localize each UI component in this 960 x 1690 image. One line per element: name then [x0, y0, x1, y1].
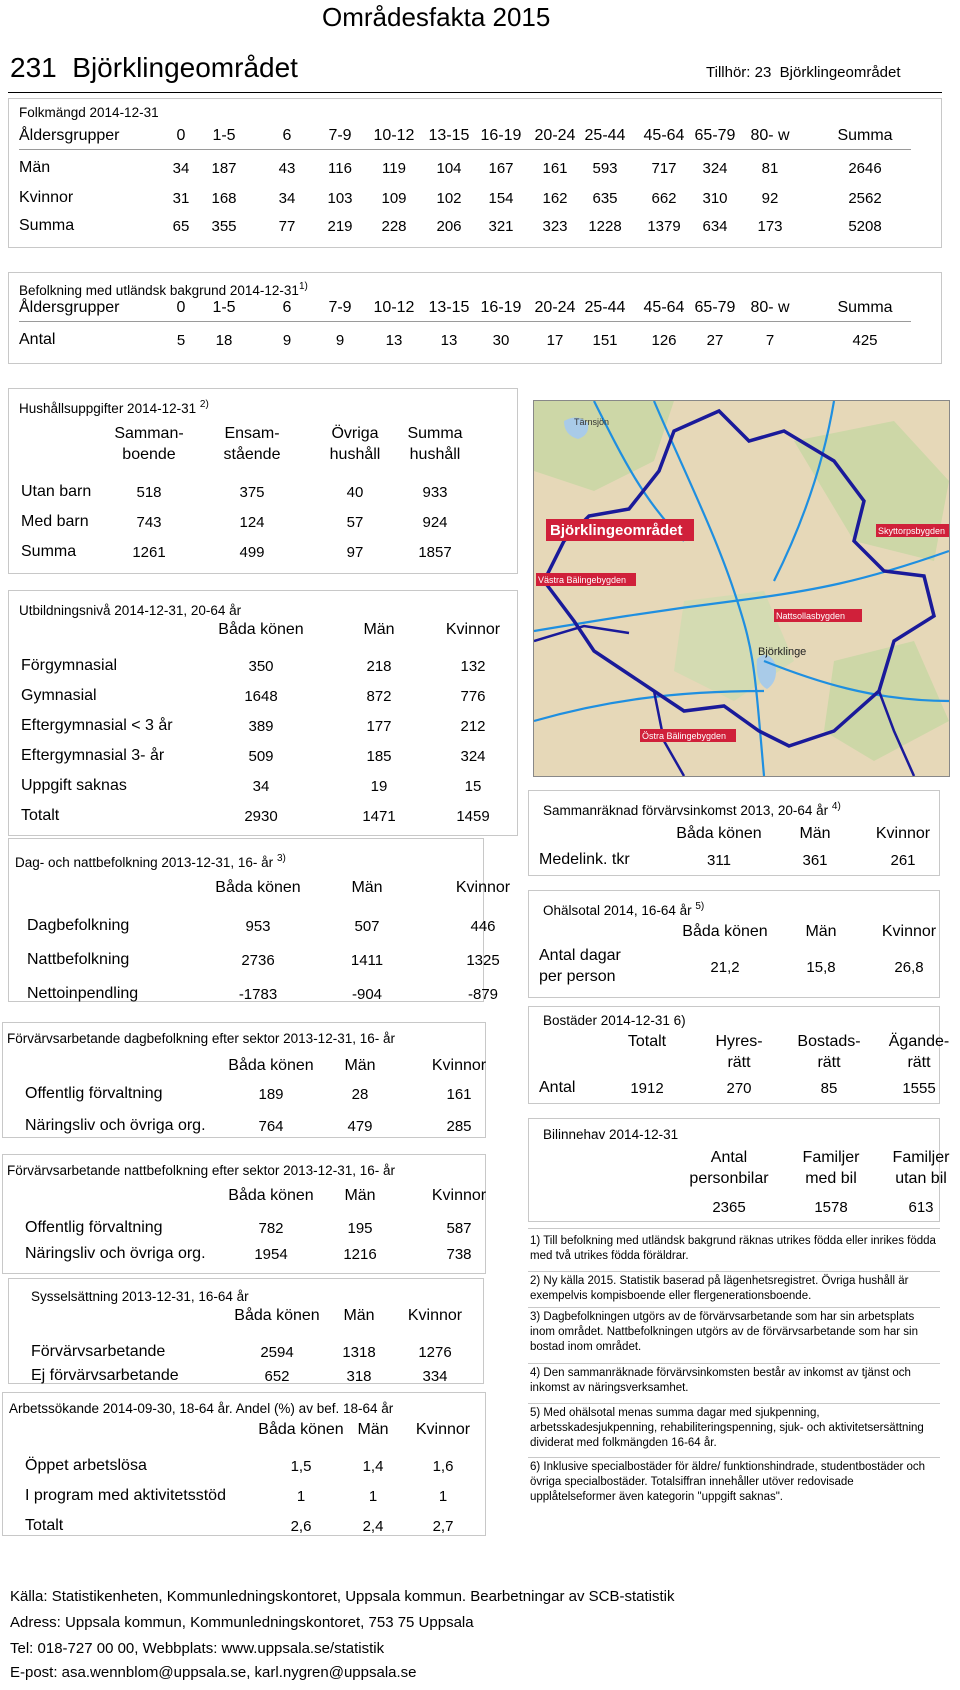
table-cell: 15,8	[806, 959, 836, 976]
table-cell: -904	[351, 986, 383, 1003]
sickness-row-label: Antal dagar per person	[539, 947, 621, 985]
column-header: Kvinnor	[431, 1057, 487, 1074]
table-cell: 635	[592, 190, 618, 207]
table-cell: 872	[366, 688, 392, 705]
sickness-title	[543, 901, 704, 918]
table-cell: 195	[347, 1220, 373, 1237]
daynight-title-text: Dag- och nattbefolkning 2013-12-31, 16- år	[15, 855, 274, 870]
education-box	[8, 590, 518, 836]
column-header: Kvinnor	[445, 621, 501, 638]
row-label: Totalt	[21, 807, 60, 824]
table-cell: 7	[765, 332, 775, 349]
column-header: Båda könen	[215, 879, 301, 896]
column-header: Kvinnor	[415, 1421, 471, 1438]
table-cell: 318	[346, 1368, 372, 1385]
table-cell: 162	[542, 190, 568, 207]
table-cell: 126	[651, 332, 677, 349]
header-rule	[8, 92, 942, 93]
table-cell: 228	[381, 218, 407, 235]
row-label: Summa	[21, 543, 77, 560]
row-label: Eftergymnasial < 3 år	[21, 717, 173, 734]
row-label: Öppet arbetslösa	[25, 1457, 147, 1474]
note-mark: 5)	[695, 901, 705, 912]
table-cell: 13	[385, 332, 403, 349]
table-cell: 1459	[456, 808, 490, 825]
belongs-to: Tillhör: 23 Björklingeområdet	[706, 64, 901, 81]
row-label: Näringsliv och övriga org.	[25, 1117, 206, 1134]
table-cell: 177	[366, 718, 392, 735]
night-sector-box	[2, 1154, 486, 1274]
column-header: Män	[344, 1057, 376, 1074]
table-cell: 310	[702, 190, 728, 207]
table-cell: 77	[278, 218, 296, 235]
column-header: Båda könen	[228, 1187, 314, 1204]
table-cell: 173	[757, 218, 783, 235]
table-cell: 1578	[814, 1199, 848, 1216]
column-header: Kvinnor	[455, 879, 511, 896]
table-cell: 218	[366, 658, 392, 675]
table-cell: 124	[239, 514, 265, 531]
column-header: Män	[351, 879, 383, 896]
row-label: Uppgift saknas	[21, 777, 127, 794]
row-label: I program med aktivitetsstöd	[25, 1487, 226, 1504]
table-cell: 738	[446, 1246, 472, 1263]
table-cell: 102	[436, 190, 462, 207]
row-label: Offentlig förvaltning	[25, 1085, 163, 1102]
age-column-header: 16-19	[480, 299, 522, 316]
table-cell: 30	[492, 332, 510, 349]
table-cell: 1318	[342, 1344, 376, 1361]
footer-line: Tel: 018-727 00 00, Webbplats: www.uppsala.se/statistik	[10, 1640, 385, 1657]
age-column-header: 0	[176, 299, 186, 316]
column-header: Kvinnor	[881, 923, 937, 940]
table-cell: 1325	[466, 952, 500, 969]
footnote: 1) Till befolkning med utländsk bakgrund räknas utrikes födda eller inrikes födda med två utrikes födda föräldrar.	[530, 1235, 936, 1262]
column-header: Samman- boende	[114, 425, 184, 463]
sickness-title-text: Ohälsotal 2014, 16-64 år	[543, 903, 692, 918]
note-rule	[528, 1271, 940, 1272]
table-cell: 27	[706, 332, 724, 349]
table-cell: 168	[211, 190, 237, 207]
row-label: Nettoinpendling	[27, 985, 139, 1002]
age-column-header: 20-24	[534, 299, 576, 316]
table-cell: 185	[366, 748, 392, 765]
map-label-tarnsjon: Tärnsjön	[574, 417, 610, 427]
area-name: 231 Björklingeområdet	[10, 52, 298, 83]
header-underline	[19, 321, 911, 322]
table-cell: 13	[440, 332, 458, 349]
map-label-skyttorp: Skyttorpsbygden	[878, 526, 946, 536]
table-cell: 34	[278, 190, 296, 207]
age-group-label: Åldersgrupper	[19, 299, 120, 316]
table-cell: 446	[470, 918, 496, 935]
table-cell: 1857	[418, 544, 452, 561]
table-cell: 1276	[418, 1344, 452, 1361]
foreign-title	[19, 281, 308, 298]
age-column-header: 45-64	[643, 127, 685, 144]
table-cell: 587	[446, 1220, 472, 1237]
table-cell: 776	[460, 688, 486, 705]
table-cell: 764	[258, 1118, 284, 1135]
table-cell: 389	[248, 718, 274, 735]
column-header: Hyres- rätt	[715, 1033, 763, 1071]
column-header: Båda könen	[676, 825, 762, 842]
page-title: Områdesfakta 2015	[322, 2, 551, 32]
notes-top-rule	[528, 1228, 940, 1229]
foreign-box	[8, 272, 942, 364]
daynight-title	[15, 853, 286, 870]
age-group-label: Åldersgrupper	[19, 127, 120, 144]
population-title: Folkmängd 2014-12-31	[19, 105, 159, 120]
table-cell: 662	[651, 190, 677, 207]
table-cell: 334	[422, 1368, 448, 1385]
table-cell: 206	[436, 218, 462, 235]
table-cell: 499	[239, 544, 265, 561]
footnote: 3) Dagbefolkningen utgörs av de förvärvsarbetande som har sin arbetsplats inom området. Nattbefolkningen utgörs av de förvärvsarbetande som har sin bostad inom området.	[530, 1311, 919, 1353]
age-column-header: Summa	[837, 299, 893, 316]
age-column-header: 0	[176, 127, 186, 144]
table-cell: 40	[346, 484, 364, 501]
table-cell: 161	[542, 160, 568, 177]
table-cell: 1379	[647, 218, 681, 235]
map-label-ostra: Östra Bälingebygden	[642, 731, 727, 741]
night-sector-title: Förvärvsarbetande nattbefolkning efter sektor 2013-12-31, 16- år	[7, 1163, 395, 1178]
footnote: 6) Inklusive specialbostäder för äldre/ funktionshindrade, studentbostäder och övriga specialbostäder. Totalsiffran innehåller utöver redovisade upplåtelseformer även kategorin "uppgift saknas".	[530, 1461, 926, 1503]
table-cell: 2,4	[362, 1518, 384, 1535]
footer-line: Adress: Uppsala kommun, Kommunledningskontoret, 753 75 Uppsala	[10, 1614, 474, 1631]
table-cell: 17	[546, 332, 564, 349]
column-header: Kvinnor	[407, 1307, 463, 1324]
row-label: Kvinnor	[19, 189, 74, 206]
table-cell: 132	[460, 658, 486, 675]
income-title-text: Sammanräknad förvärvsinkomst 2013, 20-64 år	[543, 803, 829, 818]
column-header: Antal personbilar	[689, 1149, 769, 1187]
row-label: Med barn	[21, 513, 89, 530]
table-cell: 717	[651, 160, 677, 177]
table-cell: 85	[820, 1080, 838, 1097]
table-cell: 1411	[350, 952, 384, 969]
row-label: Förgymnasial	[21, 657, 118, 674]
column-header: Båda könen	[682, 923, 768, 940]
column-header: Båda könen	[234, 1307, 320, 1324]
table-cell: 1912	[630, 1080, 664, 1097]
note-rule	[528, 1307, 940, 1308]
table-cell: 34	[172, 160, 190, 177]
table-cell: 933	[422, 484, 448, 501]
column-header: Män	[343, 1307, 375, 1324]
table-cell: 167	[488, 160, 514, 177]
table-cell: 1	[438, 1488, 448, 1505]
table-cell: 2930	[244, 808, 278, 825]
column-header: Bostads- rätt	[797, 1033, 861, 1071]
column-header: Kvinnor	[875, 825, 931, 842]
table-cell: 261	[890, 852, 916, 869]
sickness-box	[528, 890, 940, 998]
table-cell: 1	[368, 1488, 378, 1505]
income-box	[528, 790, 940, 876]
table-cell: 924	[422, 514, 448, 531]
column-header: Summa hushåll	[407, 425, 463, 463]
row-label: Män	[19, 159, 51, 176]
table-cell: 1954	[254, 1246, 288, 1263]
table-cell: 81	[761, 160, 779, 177]
footnote: 4) Den sammanräknade förvärvsinkomsten består av inkomst av tjänst och inkomst av näringsverksamhet.	[530, 1367, 911, 1394]
table-cell: 311	[707, 852, 731, 869]
table-cell: 613	[908, 1199, 934, 1216]
table-cell: -1783	[238, 986, 278, 1003]
employment-title: Sysselsättning 2013-12-31, 16-64 år	[31, 1289, 249, 1304]
row-label: Ej förvärvsarbetande	[31, 1367, 179, 1384]
column-header: Båda könen	[218, 621, 304, 638]
table-cell: 634	[702, 218, 728, 235]
table-cell: 5208	[848, 218, 882, 235]
column-header: Män	[363, 621, 395, 638]
table-cell: 321	[488, 218, 514, 235]
age-column-header: 45-64	[643, 299, 685, 316]
age-column-header: 7-9	[328, 299, 352, 316]
age-column-header: 13-15	[428, 299, 470, 316]
day-sector-box	[2, 1022, 486, 1138]
table-cell: 219	[327, 218, 353, 235]
header-underline	[19, 149, 911, 150]
table-cell: 593	[592, 160, 618, 177]
table-cell: 104	[436, 160, 462, 177]
table-cell: 97	[346, 544, 364, 561]
table-cell: 1,4	[362, 1458, 384, 1475]
day-sector-title: Förvärvsarbetande dagbefolkning efter sektor 2013-12-31, 16- år	[7, 1031, 395, 1046]
cars-title: Bilinnehav 2014-12-31	[543, 1127, 679, 1142]
column-header: Totalt	[627, 1033, 667, 1050]
table-cell: 652	[264, 1368, 290, 1385]
age-column-header: 65-79	[694, 299, 736, 316]
note-rule	[528, 1363, 940, 1364]
map-label-area: Björklingeområdet	[550, 522, 683, 539]
table-cell: 15	[464, 778, 482, 795]
table-cell: 1261	[132, 544, 166, 561]
table-cell: 355	[211, 218, 237, 235]
footnote: 2) Ny källa 2015. Statistik baserad på lägenhetsregistret. Övriga hushåll är exempelvis kompisboende eller flergenerationsboende.	[530, 1275, 909, 1302]
table-cell: 285	[446, 1118, 472, 1135]
row-label: Offentlig förvaltning	[25, 1219, 163, 1236]
table-cell: 189	[258, 1086, 284, 1103]
column-header: Familjer utan bil	[892, 1149, 950, 1187]
age-column-header: 20-24	[534, 127, 576, 144]
table-cell: 28	[351, 1086, 369, 1103]
row-label: Nattbefolkning	[27, 951, 130, 968]
row-label: Medelink. tkr	[539, 851, 630, 868]
table-cell: 26,8	[894, 959, 924, 976]
daynight-box	[8, 838, 511, 1003]
table-cell: 116	[328, 160, 352, 177]
age-column-header: 25-44	[584, 127, 626, 144]
map-svg	[534, 401, 949, 776]
table-cell: 509	[248, 748, 274, 765]
table-cell: 5	[176, 332, 186, 349]
age-column-header: 10-12	[373, 127, 415, 144]
column-header: Båda könen	[258, 1421, 344, 1438]
column-header: Ensam- stående	[223, 425, 281, 463]
table-cell: 2562	[848, 190, 882, 207]
table-cell: 119	[382, 160, 406, 177]
table-cell: 154	[488, 190, 514, 207]
row-label: Gymnasial	[21, 687, 97, 704]
table-cell: 109	[381, 190, 407, 207]
table-cell: 2365	[712, 1199, 746, 1216]
table-cell: 479	[347, 1118, 373, 1135]
column-header: Ägande- rätt	[888, 1033, 950, 1071]
age-column-header: 65-79	[694, 127, 736, 144]
row-label: Näringsliv och övriga org.	[25, 1245, 206, 1262]
table-cell: 324	[702, 160, 728, 177]
table-cell: 743	[136, 514, 162, 531]
table-cell: 19	[370, 778, 388, 795]
employment-box	[8, 1278, 484, 1384]
table-cell: 350	[248, 658, 274, 675]
column-header: Båda könen	[228, 1057, 314, 1074]
age-column-header: Summa	[837, 127, 893, 144]
row-label: Utan barn	[21, 483, 92, 500]
column-header: Män	[805, 923, 837, 940]
table-cell: 31	[172, 190, 190, 207]
table-cell: 507	[354, 918, 380, 935]
column-header: Män	[357, 1421, 389, 1438]
income-title	[543, 801, 841, 818]
jobseekers-box	[2, 1392, 486, 1536]
note-mark: 1)	[298, 281, 308, 292]
households-title-text: Hushållsuppgifter 2014-12-31	[19, 401, 197, 416]
column-header: Kvinnor	[431, 1187, 487, 1204]
row-label: Förvärvsarbetande	[31, 1343, 166, 1360]
table-cell: 1,5	[290, 1458, 312, 1475]
column-header: Män	[344, 1187, 376, 1204]
age-column-header: 16-19	[480, 127, 522, 144]
table-cell: 1228	[588, 218, 622, 235]
table-cell: 1	[296, 1488, 306, 1505]
age-column-header: 1-5	[212, 127, 236, 144]
table-cell: 2,7	[432, 1518, 454, 1535]
note-rule	[528, 1457, 940, 1458]
education-title: Utbildningsnivå 2014-12-31, 20-64 år	[19, 603, 242, 618]
table-cell: 782	[258, 1220, 284, 1237]
row-label: Dagbefolkning	[27, 917, 130, 934]
table-cell: 270	[726, 1080, 752, 1097]
age-column-header: 1-5	[212, 299, 236, 316]
table-cell: 57	[346, 514, 364, 531]
footnote: 5) Med ohälsotal menas summa dagar med sjukpenning, arbetsskadesjukpenning, rehabiliteringspenning, sjuk- och aktivitetsersättning dividerat med folkmängden 16-64 år.	[530, 1407, 924, 1449]
households-box	[8, 388, 518, 574]
area-map	[533, 400, 950, 777]
note-mark: 4)	[831, 801, 841, 812]
table-cell: 2594	[260, 1344, 294, 1361]
row-label: Antal	[19, 331, 56, 348]
table-cell: 212	[460, 718, 486, 735]
age-column-header: 7-9	[328, 127, 352, 144]
age-column-header: 25-44	[584, 299, 626, 316]
housing-title: Bostäder 2014-12-31 6)	[543, 1013, 686, 1028]
jobseekers-title: Arbetssökande 2014-09-30, 18-64 år. Andel (%) av bef. 18-64 år	[9, 1401, 394, 1416]
note-rule	[528, 1403, 940, 1404]
table-cell: 1471	[362, 808, 396, 825]
cars-box	[528, 1118, 950, 1222]
households-title	[19, 399, 209, 416]
column-header: Män	[799, 825, 831, 842]
table-cell: 21,2	[710, 959, 740, 976]
table-cell: 151	[592, 332, 618, 349]
population-box	[8, 98, 942, 248]
age-column-header: 80- w	[750, 127, 790, 144]
age-column-header: 6	[282, 299, 292, 316]
note-mark: 3)	[276, 853, 286, 864]
table-cell: 361	[802, 852, 828, 869]
table-cell: 2736	[241, 952, 275, 969]
table-cell: 18	[215, 332, 233, 349]
table-cell: 1,6	[432, 1458, 454, 1475]
row-label: Eftergymnasial 3- år	[21, 747, 165, 764]
row-label: Totalt	[25, 1517, 64, 1534]
table-cell: 9	[282, 332, 292, 349]
age-column-header: 10-12	[373, 299, 415, 316]
table-cell: 2646	[848, 160, 882, 177]
column-header: Övriga hushåll	[329, 425, 381, 463]
note-mark: 2)	[199, 399, 209, 410]
housing-box	[528, 1006, 950, 1104]
table-cell: 425	[852, 332, 878, 349]
table-cell: 323	[542, 218, 568, 235]
row-label: Summa	[19, 217, 75, 234]
table-cell: 1648	[244, 688, 278, 705]
column-header: Familjer med bil	[802, 1149, 860, 1187]
table-cell: 518	[136, 484, 162, 501]
table-cell: 34	[252, 778, 270, 795]
footer-line: Källa: Statistikenheten, Kommunledningskontoret, Uppsala kommun. Bearbetningar av SCB-statistik	[10, 1588, 675, 1605]
table-cell: 187	[211, 160, 237, 177]
table-cell: 953	[245, 918, 271, 935]
row-label: Antal	[539, 1079, 576, 1096]
table-cell: 65	[172, 218, 190, 235]
age-column-header: 13-15	[428, 127, 470, 144]
age-column-header: 80- w	[750, 299, 790, 316]
table-cell: 324	[460, 748, 486, 765]
map-label-nattsolla: Nattsollasbygden	[776, 611, 846, 621]
table-cell: 1555	[902, 1080, 936, 1097]
map-label-vastra: Västra Bälingebygden	[538, 575, 627, 585]
table-cell: 103	[327, 190, 353, 207]
table-cell: 2,6	[290, 1518, 312, 1535]
table-cell: 43	[278, 160, 296, 177]
table-cell: 1216	[343, 1246, 377, 1263]
table-cell: 9	[335, 332, 345, 349]
footer-line: E-post: asa.wennblom@uppsala.se, karl.nygren@uppsala.se	[10, 1664, 417, 1681]
table-cell: 92	[761, 190, 779, 207]
table-cell: 161	[446, 1086, 472, 1103]
table-cell: 375	[239, 484, 265, 501]
foreign-title-text: Befolkning med utländsk bakgrund 2014-12-31	[19, 283, 299, 298]
age-column-header: 6	[282, 127, 292, 144]
map-label-bjorklinge: Björklinge	[758, 646, 807, 658]
table-cell: -879	[467, 986, 499, 1003]
